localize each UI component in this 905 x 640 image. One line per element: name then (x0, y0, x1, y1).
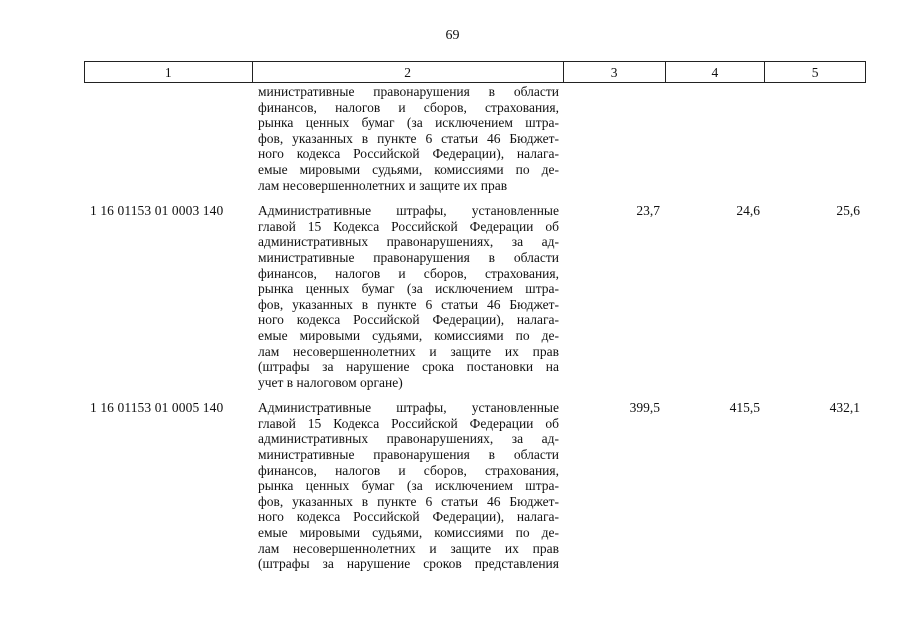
value-column-3: 399,5 (629, 400, 660, 416)
description-line: административных правонарушениях, за ад- (258, 431, 559, 447)
value-column-5: 25,6 (836, 203, 860, 219)
description-line: учет в налоговом органе) (258, 374, 403, 390)
description-line: финансов, налогов и сборов, страхования, (258, 99, 559, 115)
revenue-description (252, 400, 564, 572)
column-header-4: 4 (666, 62, 766, 82)
budget-revenue-table (84, 61, 866, 572)
value-column-3: 23,7 (636, 203, 660, 219)
description-line: финансов, налогов и сборов, страхования, (258, 462, 559, 478)
description-line: емые мировыми судьями, комиссиями по де- (258, 327, 559, 343)
description-line: емые мировыми судьями, комиссиями по де- (258, 525, 559, 541)
description-line: ного кодекса Российской Федерации), налага- (258, 312, 559, 328)
description-line: лам несовершеннолетних и защите их прав (258, 343, 559, 359)
description-line: фов, указанных в пункте 6 статьи 46 Бюджет- (258, 493, 559, 509)
value-column-3 (564, 84, 666, 193)
description-line: лам несовершеннолетних и защите их прав (258, 177, 508, 193)
column-header-3: 3 (564, 62, 666, 82)
description-line: (штрафы за нарушение сроков представления (258, 556, 559, 572)
revenue-description (252, 203, 564, 390)
table-row (84, 84, 866, 193)
table-header-row (84, 61, 866, 83)
description-line: лам несовершеннолетних и защите их прав (258, 540, 559, 556)
value-column-5 (766, 84, 866, 193)
description-line: главой 15 Кодекса Российской Федерации об (258, 415, 559, 431)
description-line: ного кодекса Российской Федерации), налага- (258, 509, 559, 525)
page-number: 69 (445, 28, 460, 43)
description-line: финансов, налогов и сборов, страхования, (258, 265, 559, 281)
description-line: рынка ценных бумаг (за исключением штра- (258, 115, 559, 131)
value-column-4 (666, 84, 766, 193)
description-line: рынка ценных бумаг (за исключением штра- (258, 478, 559, 494)
table-row (84, 400, 866, 572)
revenue-code: 1 16 01153 01 0005 140 (90, 400, 224, 416)
column-header-5: 5 (811, 65, 819, 80)
revenue-code: 1 16 01153 01 0003 140 (90, 203, 224, 219)
description-line: министративные правонарушения в области (258, 447, 559, 463)
description-line: главой 15 Кодекса Российской Федерации об (258, 218, 559, 234)
description-line: фов, указанных в пункте 6 статьи 46 Бюджет- (258, 296, 559, 312)
description-line: рынка ценных бумаг (за исключением штра- (258, 281, 559, 297)
description-line: емые мировыми судьями, комиссиями по де- (258, 161, 559, 177)
value-column-4: 24,6 (736, 203, 760, 219)
column-header-2: 2 (253, 62, 564, 82)
table-row (84, 203, 866, 390)
revenue-description (252, 84, 564, 193)
description-line: министративные правонарушения в области (258, 249, 559, 265)
description-line: (штрафы за нарушение срока постановки на (258, 359, 559, 375)
description-line: ного кодекса Российской Федерации), налага- (258, 146, 559, 162)
value-column-4: 415,5 (729, 400, 760, 416)
description-line: Административные штрафы, установленные (258, 203, 559, 219)
revenue-code (84, 84, 252, 193)
value-column-5: 432,1 (829, 400, 860, 416)
description-line: административных правонарушениях, за ад- (258, 234, 559, 250)
column-header-1: 1 (85, 62, 253, 82)
description-line: фов, указанных в пункте 6 статьи 46 Бюджет- (258, 130, 559, 146)
description-line: министративные правонарушения в области (258, 84, 559, 99)
description-line: Административные штрафы, установленные (258, 400, 559, 416)
